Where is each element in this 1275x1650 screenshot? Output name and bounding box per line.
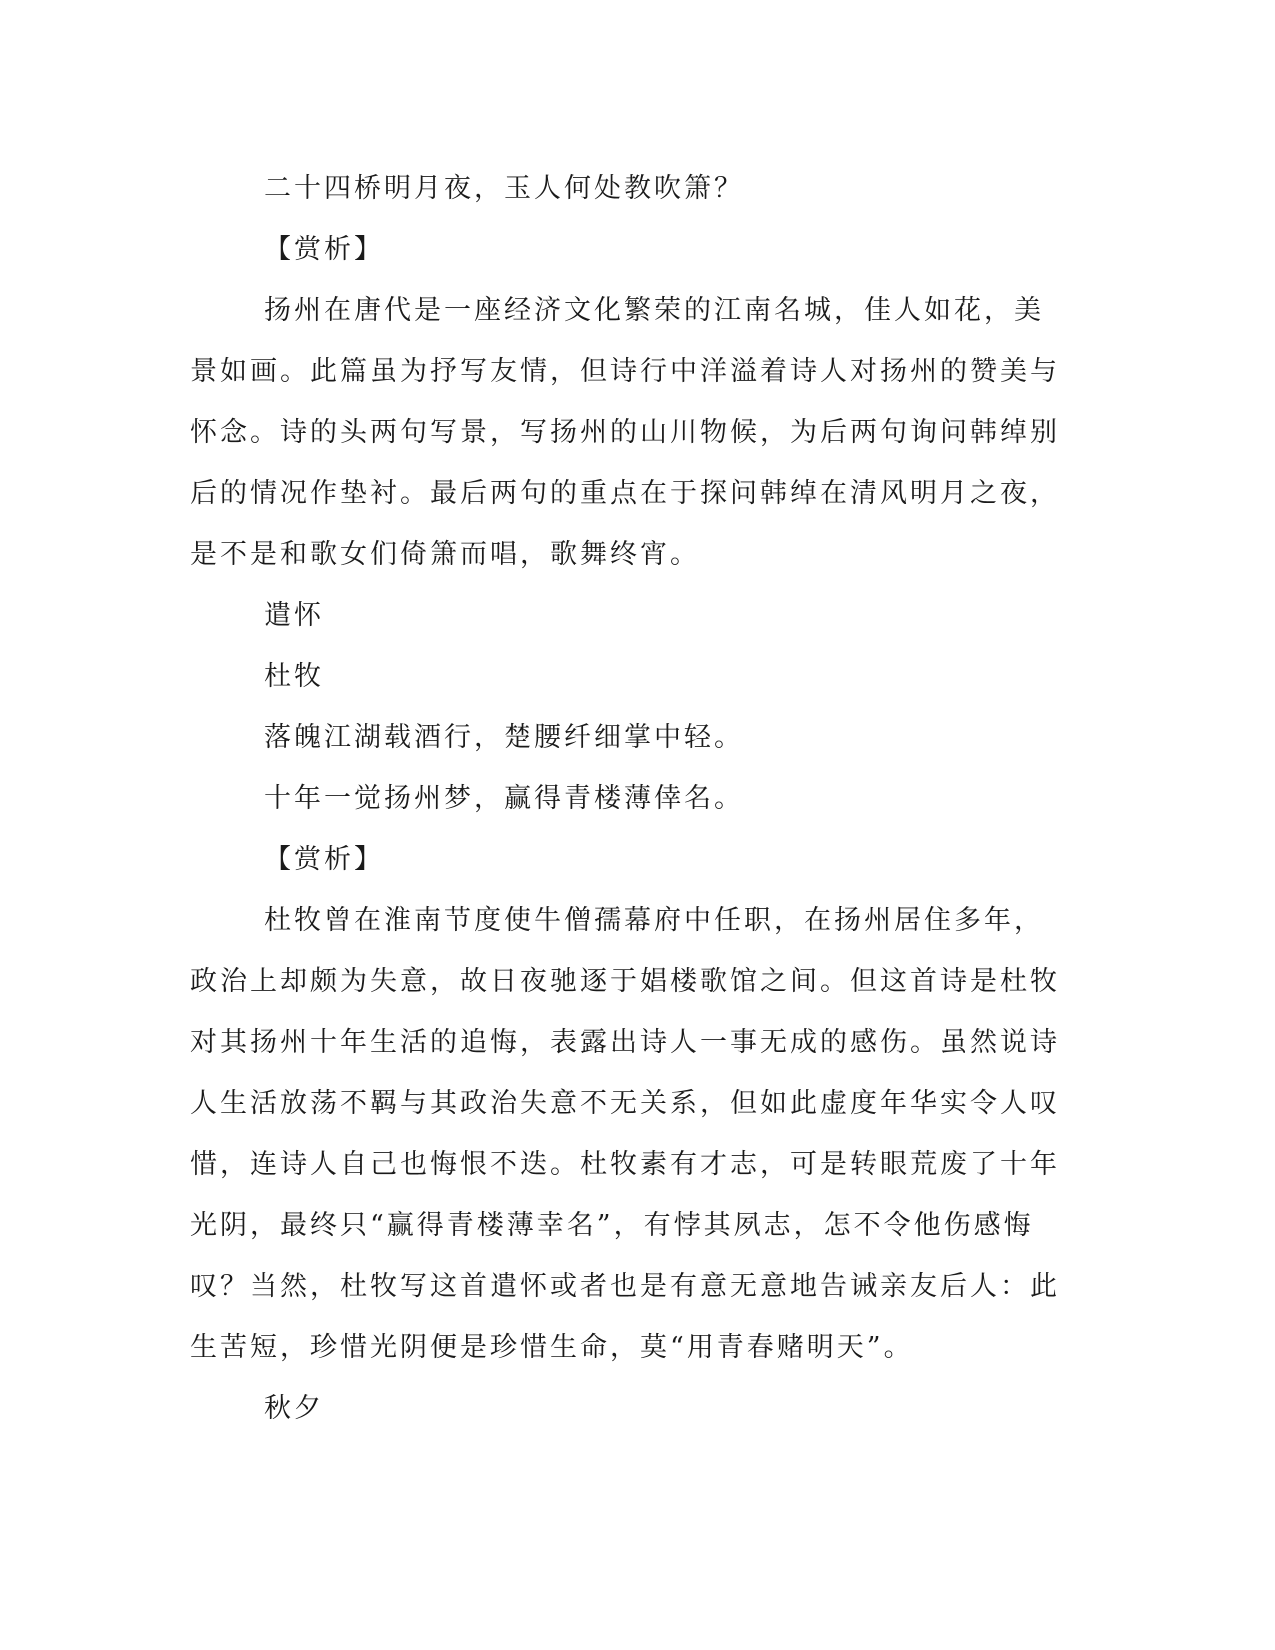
appreciation-paragraph: 杜牧曾在淮南节度使牛僧孺幕府中任职，在扬州居住多年，政治上却颇为失意，故日夜驰逐于娼楼歌馆之间。但这首诗是杜牧对其扬州十年生活的追悔，表露出诗人一事无成的感伤。虽然说诗人生活放荡不羁与其政治失意不无关系，但如此虚度年华实令人叹惜，连诗人自己也悔恨不迭。杜牧素有才志，可是转眼荒废了十年光阴，最终只“赢得青楼薄幸名”，有悖其夙志，怎不令他伤感悔叹？当然，杜牧写这首遣怀或者也是有意无意地告诫亲友后人：此生苦短，珍惜光阴便是珍惜生命，莫“用青春赌明天”。 — [190, 905, 1060, 1363]
poem-line: 落魄江湖载酒行，楚腰纤细掌中轻。 — [264, 722, 744, 753]
poem-title: 秋夕 — [264, 1393, 324, 1424]
section-heading-appreciation: 【赏析】 — [264, 234, 384, 265]
poem-title: 遣怀 — [264, 600, 324, 631]
poem-author: 杜牧 — [264, 661, 324, 692]
document-body — [190, 158, 1070, 1439]
appreciation-paragraph: 扬州在唐代是一座经济文化繁荣的江南名城，佳人如花，美景如画。此篇虽为抒写友情，但诗行中洋溢着诗人对扬州的赞美与怀念。诗的头两句写景，写扬州的山川物候，为后两句询问韩绰别后的情况作垫衬。最后两句的重点在于探问韩绰在清风明月之夜，是不是和歌女们倚箫而唱，歌舞终宵。 — [190, 295, 1060, 570]
section-heading-appreciation: 【赏析】 — [264, 844, 384, 875]
poem-line: 十年一觉扬州梦，赢得青楼薄倖名。 — [264, 783, 744, 814]
poem-line: 二十四桥明月夜，玉人何处教吹箫？ — [264, 173, 744, 204]
